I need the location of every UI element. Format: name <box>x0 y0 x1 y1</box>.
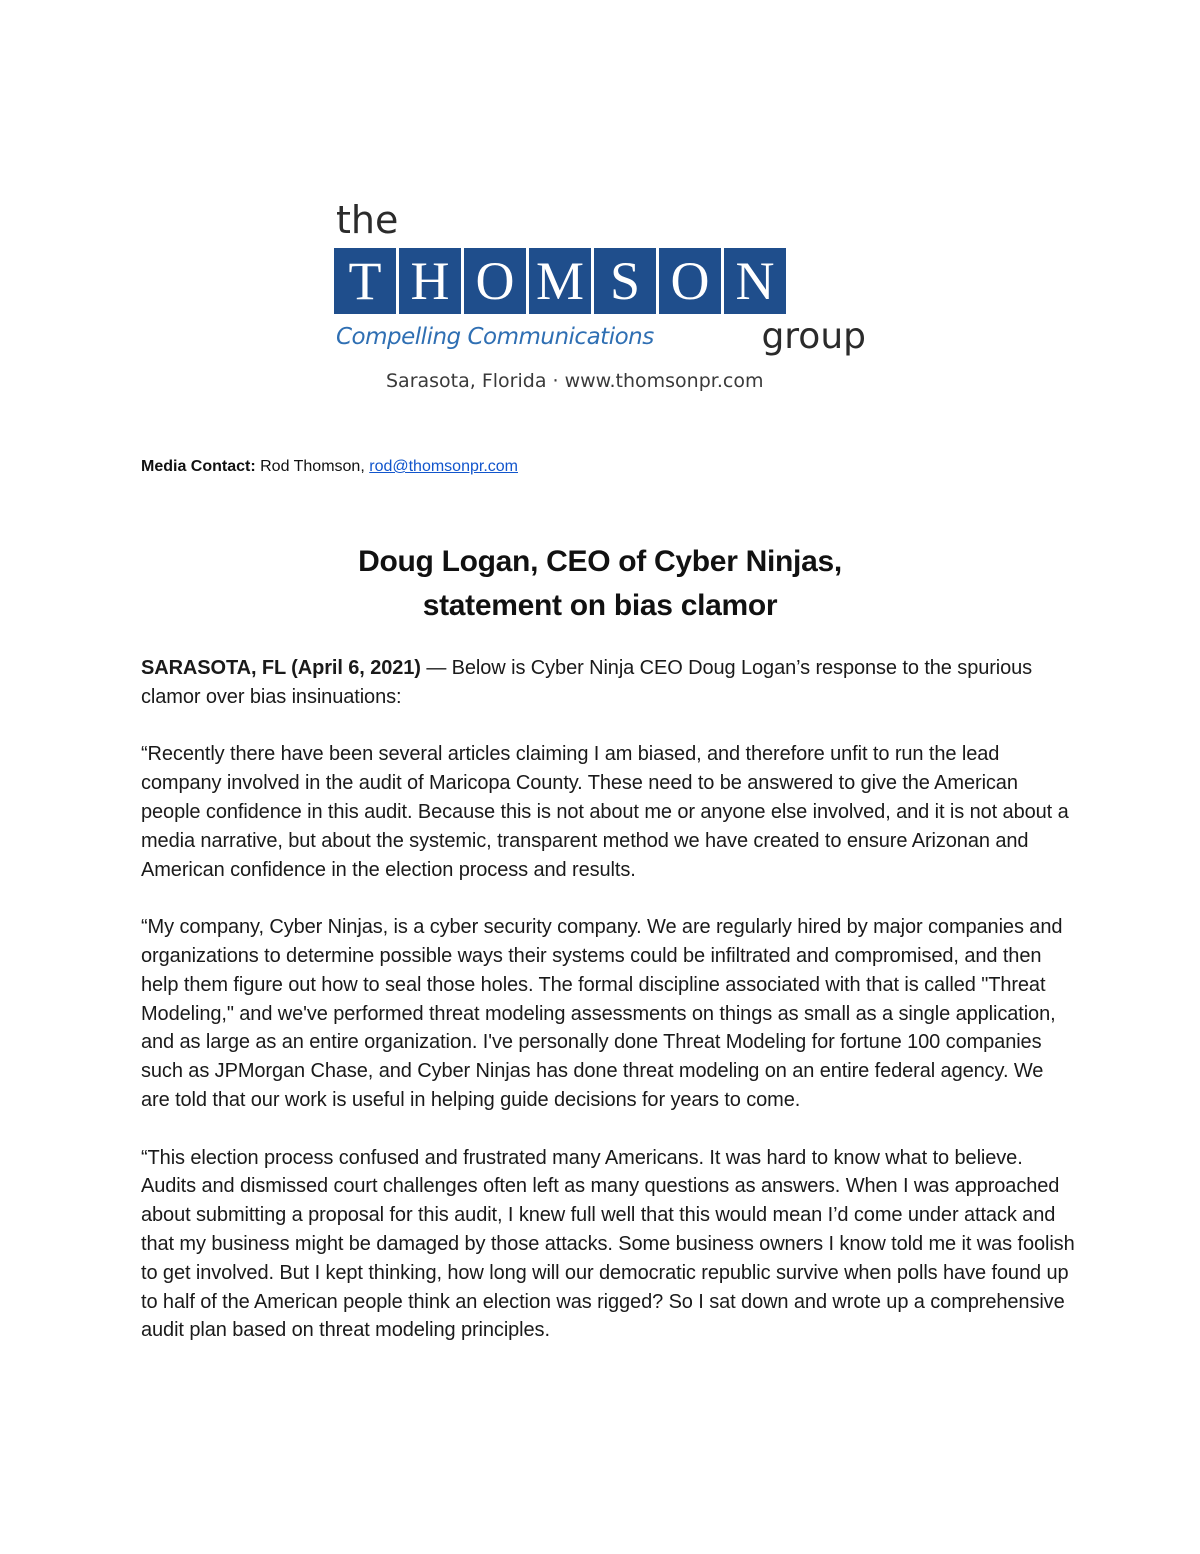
logo-letter: O <box>464 248 526 314</box>
press-release-body <box>141 654 1076 1374</box>
logo-letter: T <box>334 248 396 314</box>
headline-line-2: statement on bias clamor <box>422 589 778 622</box>
thomson-group-logo <box>334 198 874 398</box>
page-title <box>0 540 1200 628</box>
logo-letter: M <box>529 248 591 314</box>
logo-letter: S <box>594 248 656 314</box>
intro-text: — Below is Cyber Ninja CEO Doug Logan’s response to the spurious clamor over bias insinuations: <box>141 657 1033 708</box>
media-contact-label: Media Contact: <box>141 458 256 475</box>
intro-paragraph <box>141 654 1076 712</box>
logo-group-text: group <box>761 316 866 357</box>
media-contact <box>141 458 518 476</box>
logo-the-text: the <box>336 198 399 242</box>
logo-letter: N <box>724 248 786 314</box>
body-paragraph: “Recently there have been several articles claiming I am biased, and therefore unfit to run the lead company involved in the audit of Maricopa County. These need to be answered to give the American people confidence in this audit. Because this is not about me or anyone else involved, and it is not about a media narrative, but about the systemic, transparent method we have created to ensure Arizonan and American confidence in the election process and results. <box>141 743 1069 881</box>
logo-letter: O <box>659 248 721 314</box>
logo-letter: H <box>399 248 461 314</box>
logo-location: Sarasota, Florida · www.thomsonpr.com <box>386 370 764 392</box>
dateline: SARASOTA, FL (April 6, 2021) <box>141 657 421 679</box>
headline-line-1: Doug Logan, CEO of Cyber Ninjas, <box>358 545 842 578</box>
logo-letter-boxes <box>334 248 786 314</box>
media-contact-email-link[interactable]: rod@thomsonpr.com <box>369 458 518 475</box>
body-paragraph: “This election process confused and frustrated many Americans. It was hard to know what to believe. Audits and dismissed court challenges often left as many questions as answers. When I was approached about submitting a proposal for this audit, I knew full well that this would mean I’d come under attack and that my business might be damaged by those attacks. Some business owners I know told me it was foolish to get involved. But I kept thinking, how long will our democratic republic survive when polls have found up to half of the American people think an election was rigged? So I sat down and wrote up a comprehensive audit plan based on threat modeling principles. <box>141 1146 1075 1342</box>
logo-tagline: Compelling Communications <box>336 324 654 350</box>
media-contact-name: Rod Thomson, <box>260 458 365 475</box>
body-paragraph: “My company, Cyber Ninjas, is a cyber security company. We are regularly hired by major companies and organizations to determine possible ways their systems could be infiltrated and compromised, and then help them figure out how to seal those holes. The formal discipline associated with that is called "Threat Modeling," and we've performed threat modeling assessments on things as small as a single application, and as large as an entire organization. I've personally done Threat Modeling for fortune 100 companies such as JPMorgan Chase, and Cyber Ninjas has done threat modeling on an entire federal agency. We are told that our work is useful in helping guide decisions for years to come. <box>141 916 1063 1111</box>
